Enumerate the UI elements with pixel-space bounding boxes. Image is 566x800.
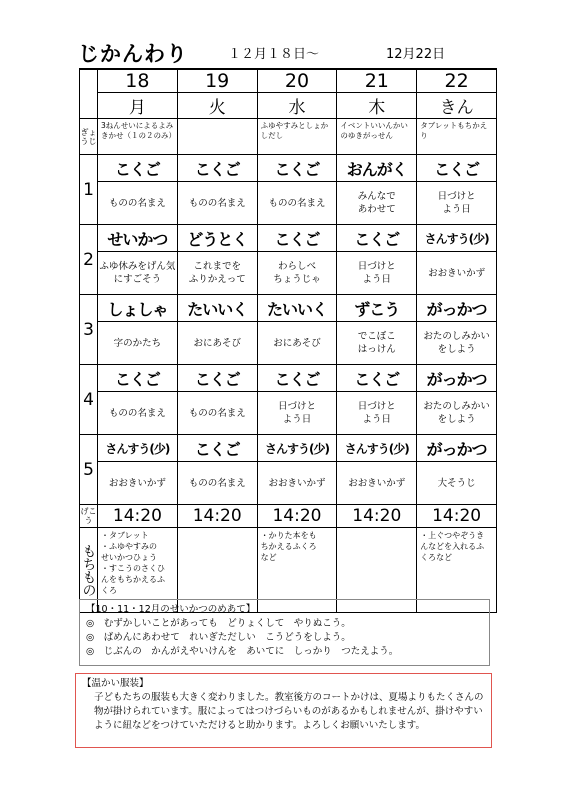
lesson-note-cell: 日づけと よう日 xyxy=(257,392,337,435)
mochimono-label: もちもの xyxy=(80,528,98,613)
subject-cell: がっかつ xyxy=(417,435,497,462)
dismissal-time: 14:20 xyxy=(417,505,497,528)
period-note-row xyxy=(80,252,497,295)
subject-cell: ずこう xyxy=(337,295,417,322)
period-note-row xyxy=(80,462,497,505)
event-cell: ふゆやすみとしょかしだし xyxy=(257,119,337,155)
subject-cell: しょしゃ xyxy=(98,295,178,322)
day-number: 18 xyxy=(98,69,178,93)
event-cell: イベントいいんかいのゆきがっせん xyxy=(337,119,417,155)
mochimono-cell: ・かりた本をも ちかえるふくろ など xyxy=(257,528,337,613)
day-name: 月 xyxy=(98,93,178,119)
event-label: ぎょうじ xyxy=(80,119,98,155)
period-note-row xyxy=(80,322,497,365)
lesson-note-cell: ものの名まえ xyxy=(177,392,257,435)
lesson-note-cell: 大そうじ xyxy=(417,462,497,505)
subject-cell: こくご xyxy=(177,435,257,462)
subject-cell: どうとく xyxy=(177,225,257,252)
period-number: 4 xyxy=(80,365,98,435)
period-rows xyxy=(80,155,497,505)
lesson-note-cell: ものの名まえ xyxy=(98,392,178,435)
event-row xyxy=(80,119,497,155)
day-number: 21 xyxy=(337,69,417,93)
event-cell: 3ねんせいによるよみきかせ（１の２のみ） xyxy=(98,119,178,155)
lesson-note-cell: おたのしみかい をしよう xyxy=(417,392,497,435)
lesson-note-cell: ものの名まえ xyxy=(257,182,337,225)
period-subject-row xyxy=(80,295,497,322)
subject-cell: おんがく xyxy=(337,155,417,182)
period-subject-row xyxy=(80,225,497,252)
dismissal-label: げこう xyxy=(80,505,98,528)
mochimono-cell: ・上ぐつやぞうき んなどを入れるふ くろなど xyxy=(417,528,497,613)
notice-heading: 【温かい服装】 xyxy=(82,678,149,689)
period-subject-row xyxy=(80,365,497,392)
event-cell xyxy=(177,119,257,155)
subject-cell: さんすう(少) xyxy=(337,435,417,462)
lesson-note-cell: おおきいかず xyxy=(257,462,337,505)
period-note-row xyxy=(80,392,497,435)
period-number: 5 xyxy=(80,435,98,505)
period-number: 1 xyxy=(80,155,98,225)
day-name: 木 xyxy=(337,93,417,119)
goal-item: ◎ ばめんにあわせて れいぎただしい こうどうをしよう。 xyxy=(86,632,351,643)
period-note-row xyxy=(80,182,497,225)
lesson-note-cell: みんなで あわせて xyxy=(337,182,417,225)
lesson-note-cell: おにあそび xyxy=(177,322,257,365)
time-row xyxy=(80,505,497,528)
subject-cell: こくご xyxy=(337,225,417,252)
day-number: 20 xyxy=(257,69,337,93)
period-subject-row xyxy=(80,435,497,462)
subject-cell: たいいく xyxy=(257,295,337,322)
mochimono-cell: ・タブレット ・ふゆやすみの せいかつひょう ・すこうのさくひ んをもちかえるふ くろ xyxy=(98,528,178,613)
lesson-note-cell: おにあそび xyxy=(257,322,337,365)
dismissal-time: 14:20 xyxy=(98,505,178,528)
lesson-note-cell: これまでを ふりかえって xyxy=(177,252,257,295)
subject-cell: がっかつ xyxy=(417,295,497,322)
goals-heading: 【10・11・12月のせいかつのめあて】 xyxy=(86,604,256,615)
lesson-note-cell: 日づけと よう日 xyxy=(417,182,497,225)
dismissal-time: 14:20 xyxy=(177,505,257,528)
day-number-row xyxy=(80,69,497,93)
lesson-note-cell: 日づけと よう日 xyxy=(337,252,417,295)
subject-cell: こくご xyxy=(337,365,417,392)
lesson-note-cell: わらしべ ちょうじゃ xyxy=(257,252,337,295)
goal-item: ◎ むずかしいことがあっても どりょくして やりぬこう。 xyxy=(86,618,351,629)
subject-cell: がっかつ xyxy=(417,365,497,392)
goals-box xyxy=(79,599,490,666)
day-name: 水 xyxy=(257,93,337,119)
day-name: 火 xyxy=(177,93,257,119)
subject-cell: さんすう(少) xyxy=(98,435,178,462)
subject-cell: こくご xyxy=(98,155,178,182)
period-subject-row xyxy=(80,155,497,182)
timetable xyxy=(79,68,497,613)
day-number: 19 xyxy=(177,69,257,93)
notice-box xyxy=(75,673,492,748)
lesson-note-cell: おたのしみかい をしよう xyxy=(417,322,497,365)
period-number: 2 xyxy=(80,225,98,295)
subject-cell: こくご xyxy=(257,365,337,392)
subject-cell: こくご xyxy=(98,365,178,392)
day-name: きん xyxy=(417,93,497,119)
lesson-note-cell: ものの名まえ xyxy=(98,182,178,225)
lesson-note-cell: でこぼこ はっけん xyxy=(337,322,417,365)
lesson-note-cell: 字のかたち xyxy=(98,322,178,365)
subject-cell: こくご xyxy=(417,155,497,182)
notice-body: 子どもたちの服装も大きく変わりました。教室後方のコートかけは、夏場よりもたくさんの物が掛けられています。服によってはつけづらいものがあるかもしれませんが、掛けやすいように紐などをつけていただけると助かります。よろしくお願いいたします。 xyxy=(94,692,484,731)
subject-cell: さんすう(少) xyxy=(417,225,497,252)
subject-cell: さんすう(少) xyxy=(257,435,337,462)
lesson-note-cell: ものの名まえ xyxy=(177,182,257,225)
subject-cell: こくご xyxy=(177,155,257,182)
page-title: じかんわり xyxy=(78,42,188,66)
subject-cell: こくご xyxy=(177,365,257,392)
goal-item: ◎ じぶんの かんがえやいけんを あいてに しっかり つたえよう。 xyxy=(86,646,399,657)
lesson-note-cell: 日づけと よう日 xyxy=(337,392,417,435)
date-range-start: １２月１８日～ xyxy=(228,47,320,62)
lesson-note-cell: ものの名まえ xyxy=(177,462,257,505)
subject-cell: せいかつ xyxy=(98,225,178,252)
subject-cell: たいいく xyxy=(177,295,257,322)
corner-cell xyxy=(80,69,98,119)
period-number: 3 xyxy=(80,295,98,365)
subject-cell: こくご xyxy=(257,155,337,182)
event-cell: タブレットもちかえり xyxy=(417,119,497,155)
dismissal-time: 14:20 xyxy=(257,505,337,528)
lesson-note-cell: おおきいかず xyxy=(417,252,497,295)
dismissal-time: 14:20 xyxy=(337,505,417,528)
lesson-note-cell: おおきいかず xyxy=(98,462,178,505)
lesson-note-cell: ふゆ休みをげん気 にすごそう xyxy=(98,252,178,295)
lesson-note-cell: おおきいかず xyxy=(337,462,417,505)
date-range-end: 12月22日 xyxy=(386,47,446,62)
day-name-row xyxy=(80,93,497,119)
day-number: 22 xyxy=(417,69,497,93)
subject-cell: こくご xyxy=(257,225,337,252)
